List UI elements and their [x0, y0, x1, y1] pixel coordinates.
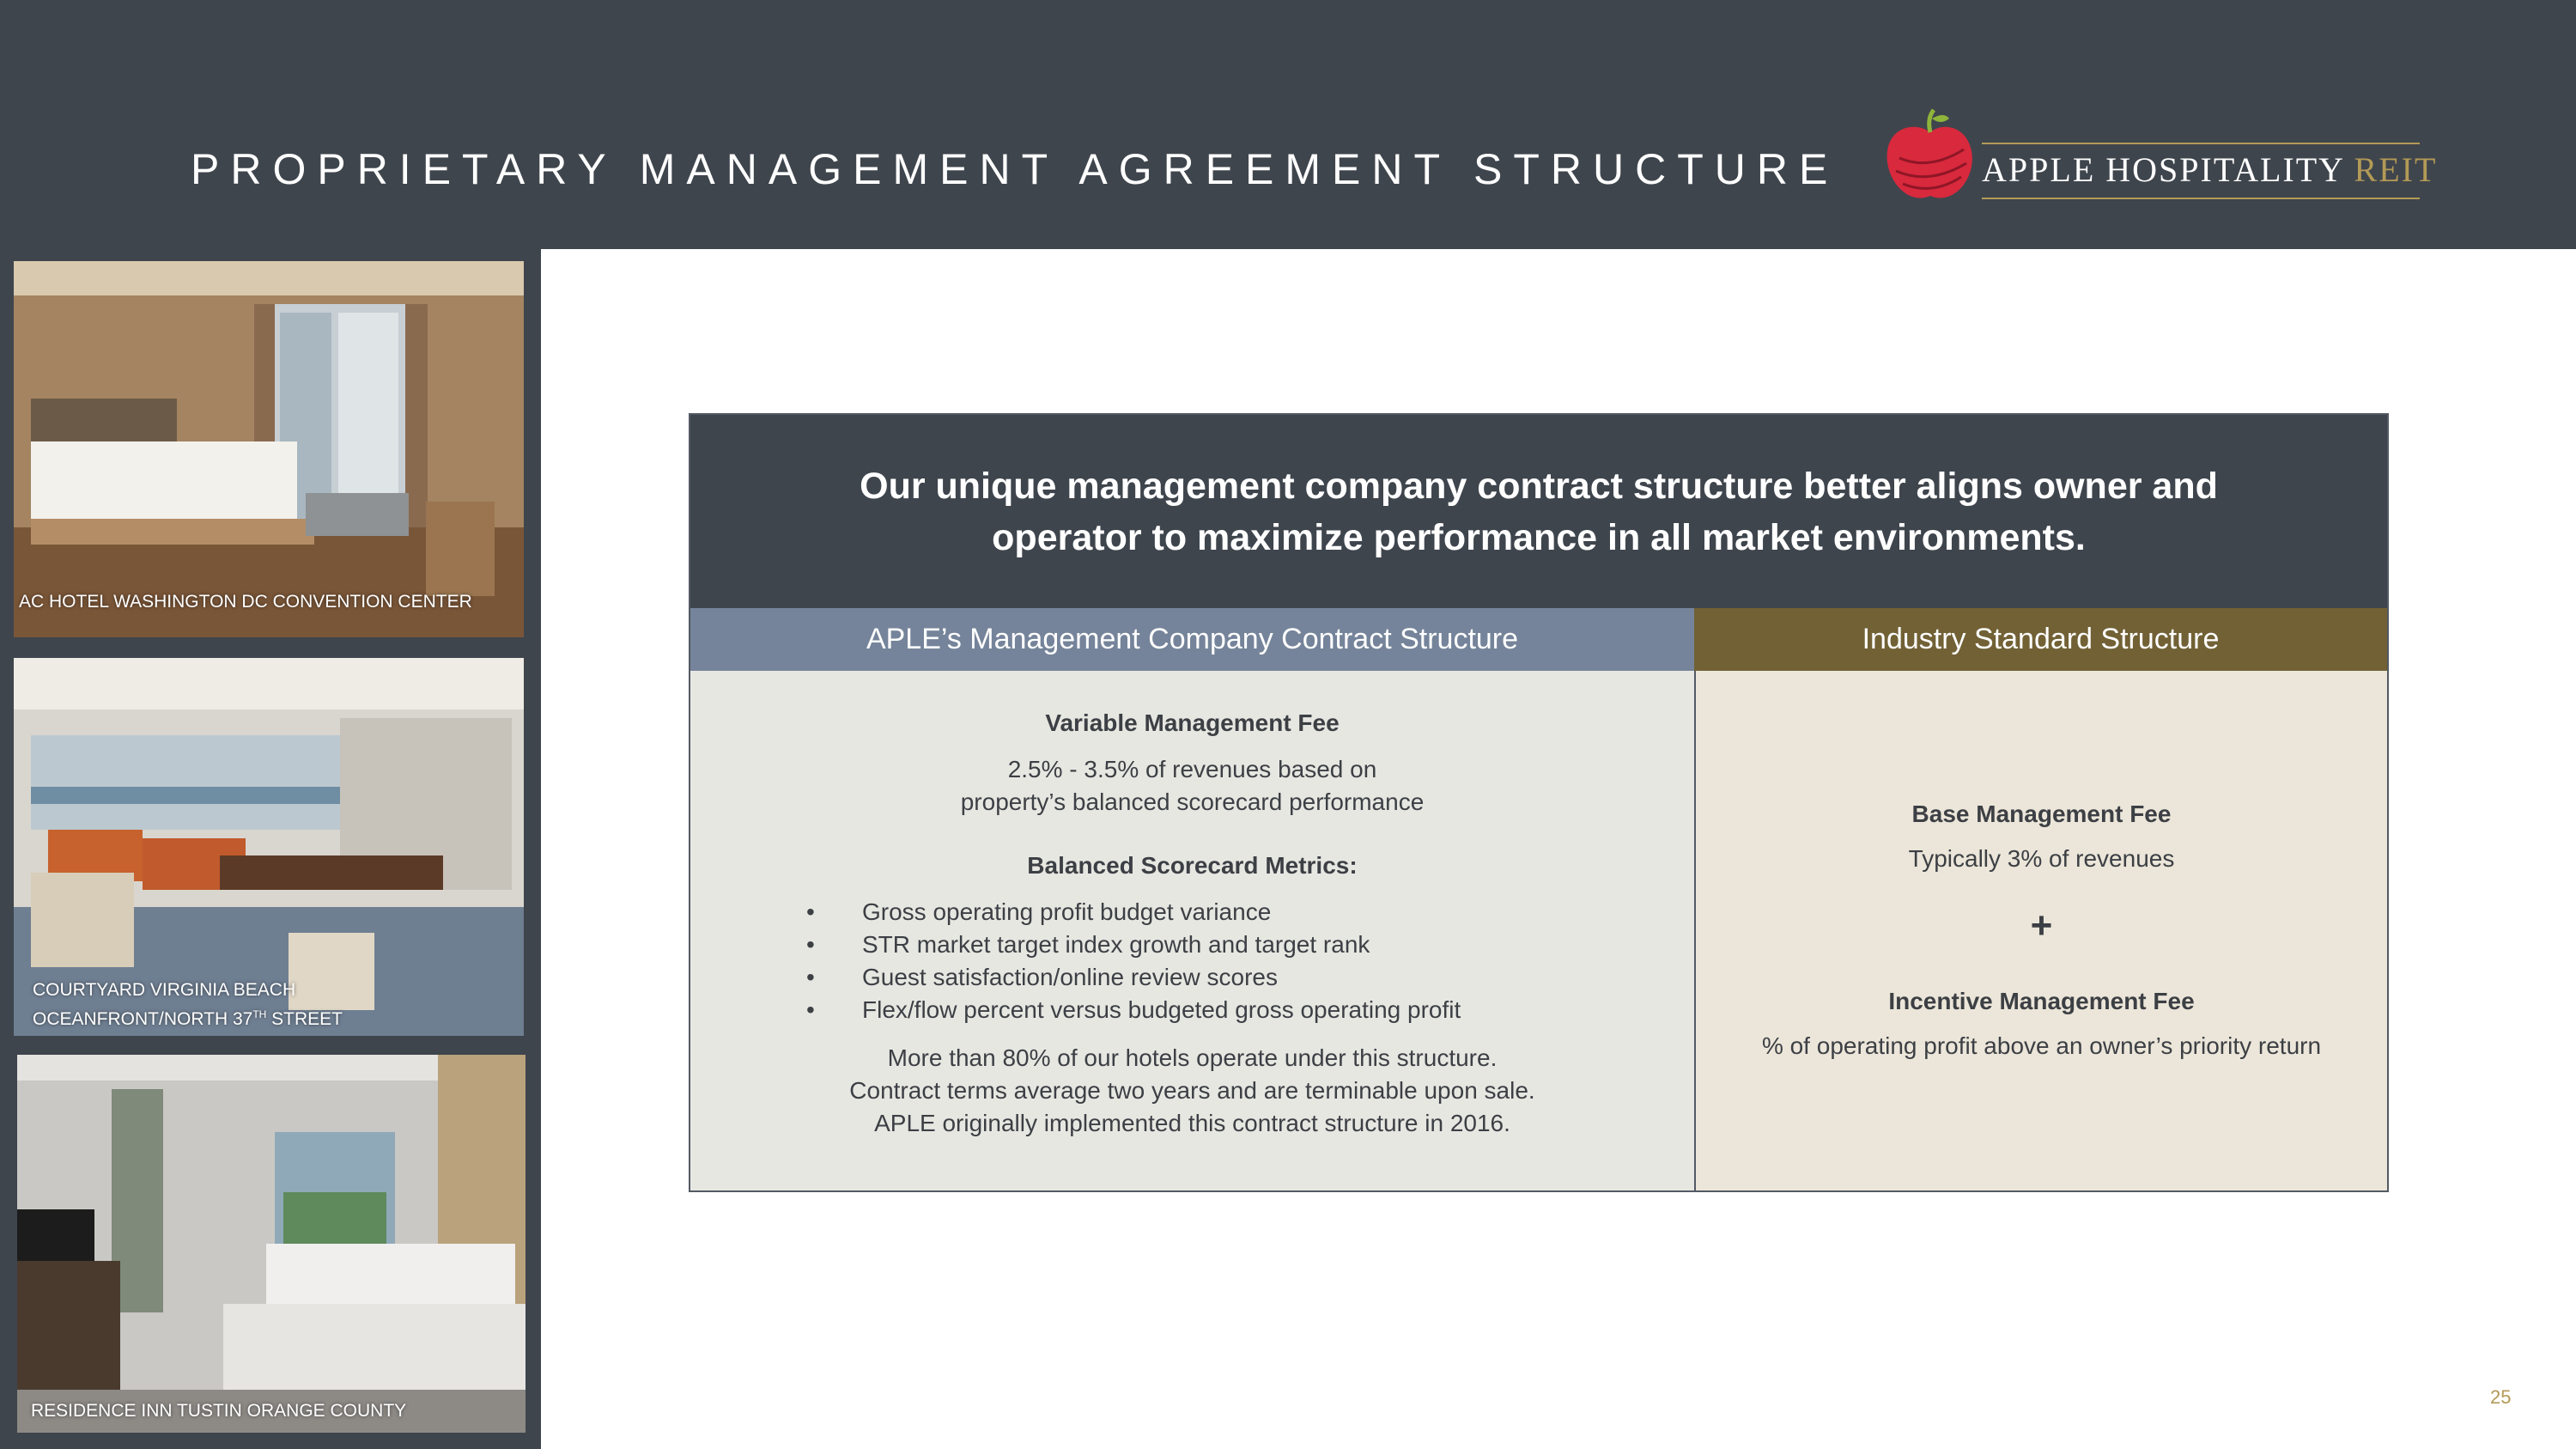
aple-structure-body	[690, 671, 1694, 1190]
industry-structure-heading: Industry Standard Structure	[1694, 608, 2387, 671]
photo-caption: RESIDENCE INN TUSTIN ORANGE COUNTY	[31, 1401, 407, 1421]
comparison-panel	[689, 413, 2389, 1192]
apple-logo-icon	[1882, 107, 1977, 210]
incentive-fee-desc: % of operating profit above an owner’s priority return	[1761, 1032, 2322, 1059]
note-line: More than 80% of our hotels operate under this structure.	[887, 1044, 1498, 1071]
photo-sidebar	[0, 249, 541, 1449]
list-item: • Guest satisfaction/online review scores	[806, 964, 1278, 990]
industry-structure-body	[1694, 671, 2387, 1190]
base-fee-desc: Typically 3% of revenues	[1908, 845, 2175, 872]
plus-sign: +	[2030, 904, 2053, 947]
hotel-photo-residence-inn-tustin	[17, 1055, 526, 1433]
aple-structure-heading: APLE’s Management Company Contract Structure	[690, 608, 1694, 671]
hotel-photo-courtyard-virginia-beach	[14, 658, 524, 1036]
list-item: • STR market target index growth and target rank	[806, 931, 1370, 958]
metrics-title: Balanced Scorecard Metrics:	[1027, 852, 1358, 879]
list-item: • Flex/flow percent versus budgeted gross operating profit	[806, 996, 1461, 1023]
variable-fee-title: Variable Management Fee	[1045, 709, 1340, 736]
hotel-photo-ac-washington	[14, 261, 524, 637]
note-line: Contract terms average two years and are terminable upon sale.	[849, 1077, 1535, 1104]
note-line: APLE originally implemented this contract structure in 2016.	[874, 1110, 1510, 1136]
panel-headline: Our unique management company contract structure better aligns owner and operator to maximize performance in all market environments.	[690, 415, 2387, 608]
company-logo	[1882, 107, 2438, 210]
variable-fee-desc-2: property’s balanced scorecard performance	[960, 788, 1425, 815]
photo-caption: AC HOTEL WASHINGTON DC CONVENTION CENTER	[19, 592, 472, 612]
metrics-list	[802, 896, 1461, 1026]
base-fee-title: Base Management Fee	[1911, 801, 2172, 827]
page-title: PROPRIETARY MANAGEMENT AGREEMENT STRUCTURE	[191, 145, 1839, 193]
list-item: • Gross operating profit budget variance	[806, 898, 1272, 925]
photo-caption: COURTYARD VIRGINIA BEACH OCEANFRONT/NORTH 37TH STREET	[33, 980, 343, 1029]
logo-suffix: REIT	[2354, 150, 2438, 189]
logo-name: APPLE HOSPITALITY	[1982, 150, 2344, 189]
title-bar	[0, 0, 2576, 249]
variable-fee-desc-1: 2.5% - 3.5% of revenues based on	[1007, 756, 1377, 782]
incentive-fee-title: Incentive Management Fee	[1888, 988, 2195, 1014]
page-number: 25	[2490, 1386, 2512, 1408]
